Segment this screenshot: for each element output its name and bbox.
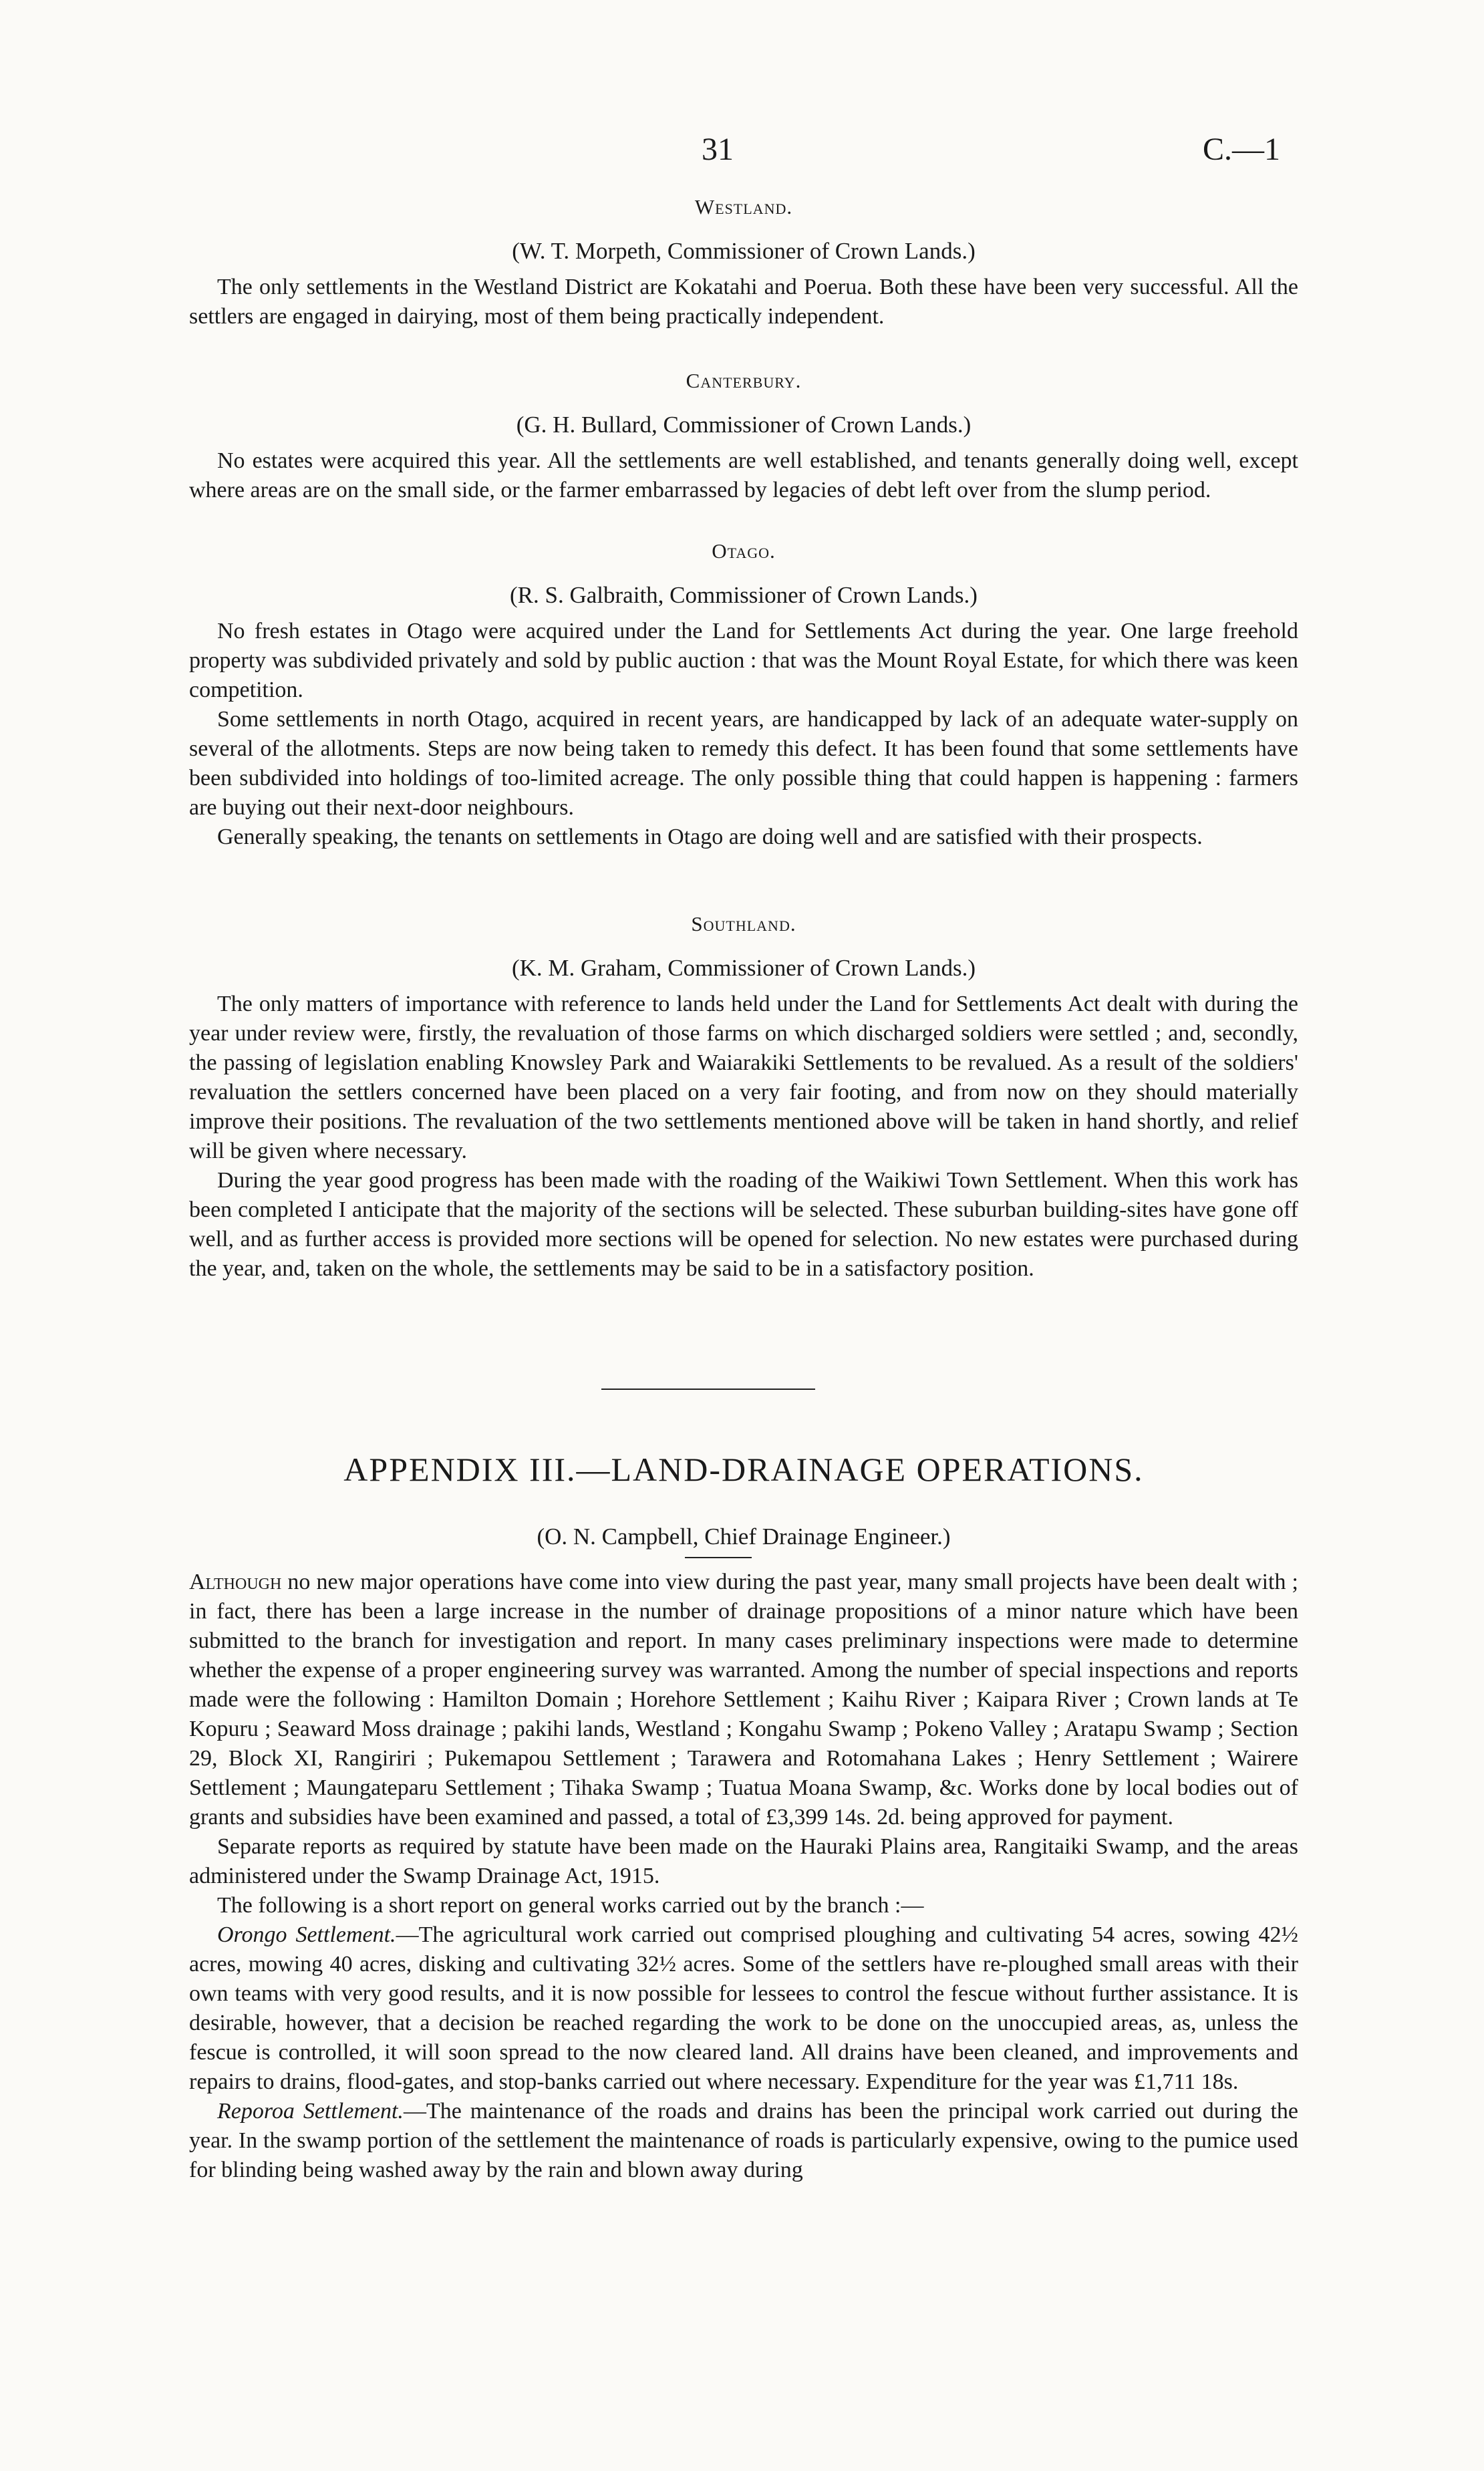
section-heading: Canterbury.	[686, 369, 802, 392]
lead-word: Although	[189, 1570, 282, 1594]
paragraph-text: no new major operations have come into view during the past year, many small projects have been dealt with ; in fact, there has been a large increase in the number of drainage propositions of a minor nature which have been submitted to the branch for investigation and report. In many cases preliminary inspections were made to determine whether the expense of a proper engineering survey was warranted. Among the number of special inspections and reports made were the following : Hamilton Domain ; Horehore Settlement ; Kaihu River ; Kaipara River ; Crown lands at Te Kopuru ; Seaward Moss drainage ; pakihi lands, Westland ; Kongahu Swamp ; Pokeno Valley ; Aratapu Swamp ; Section 29, Block XI, Rangiriri ; Pukemapou Settlement ; Tarawera and Rotomahana Lakes ; Henry Settlement ; Wairere Settlement ; Maungateparu Settlement ; Tihaka Swamp ; Tuatua Moana Swamp, &c. Works done by local bodies out of grants and subsidies have been examined and passed, a total of £3,399 14s. 2d. being approved for payment.	[189, 1570, 1298, 1830]
paragraph-text: —The maintenance of the roads and drains has been the principal work carried out during the year. In the swamp portion of the settlement the maintenance of roads is particularly expensive, owing to the pumice used for blinding being washed away by the rain and blown away during	[189, 2099, 1298, 2182]
appendix-body	[189, 1568, 1298, 2185]
short-divider-rule	[685, 1557, 752, 1558]
paragraph: No estates were acquired this year. All the settlements are well established, and tenants generally doing well, except where areas are on the small side, or the farmer embarrassed by legacies of debt left over from the slump period.	[189, 448, 1298, 502]
paragraph-text: —The agricultural work carried out comprised ploughing and cultivating 54 acres, sowing 42½ acres, mowing 40 acres, disking and cultivating 32½ acres. Some of the settlers have re-ploughed small areas with their own teams with very good results, and it is now possible for lessees to control the fescue without further assistance. It is desirable, however, that a decision be reached regarding the work to be done on the unoccupied areas, as, unless the fescue is controlled, it will soon spread to the now cleared land. All drains have been cleaned, and improvements and repairs to drains, flood-gates, and stop-banks carried out where necessary. Expenditure for the year was £1,711 18s.	[189, 1922, 1298, 2094]
section-appendix	[189, 1450, 1298, 1550]
section-heading: Otago.	[712, 539, 776, 563]
subheading-inline: Orongo Settlement.	[217, 1922, 396, 1947]
appendix-title: APPENDIX III.—LAND-DRAINAGE OPERATIONS.	[343, 1451, 1144, 1488]
paragraph: The only settlements in the Westland District are Kokatahi and Poerua. Both these have been very successful. All the settlers are engaged in dairying, most of them being practically independent.	[189, 275, 1298, 329]
paragraph: The following is a short report on general works carried out by the branch :—	[217, 1893, 924, 1918]
section-byline: (R. S. Galbraith, Commissioner of Crown Lands.)	[510, 582, 978, 608]
section-heading: Westland.	[694, 195, 793, 219]
section-byline: (W. T. Morpeth, Commissioner of Crown Lands.)	[512, 238, 976, 264]
paragraph: Some settlements in north Otago, acquired in recent years, are handicapped by lack of an adequate water-supply on several of the allotments. Steps are now being taken to remedy this defect. It has been found that some settlements have been subdivided into holdings of too-limited acreage. The only possible thing that could happen is happening : farmers are buying out their next-door neighbours.	[189, 707, 1298, 820]
paragraph: Separate reports as required by statute have been made on the Hauraki Plains area, Rangitaiki Swamp, and the areas administered under the Swamp Drainage Act, 1915.	[189, 1834, 1298, 1888]
page-number: 31	[702, 132, 734, 167]
subheading-inline: Reporoa Settlement.	[217, 2099, 404, 2124]
paragraph: Generally speaking, the tenants on settlements in Otago are doing well and are satisfied with their prospects.	[217, 825, 1203, 849]
paragraph	[189, 1920, 1298, 2097]
section-westland	[189, 195, 1298, 331]
section-byline: (K. M. Graham, Commissioner of Crown Lands.)	[511, 955, 976, 981]
paragraph	[189, 2097, 1298, 2185]
paragraph: The only matters of importance with reference to lands held under the Land for Settlements Act dealt with during the year under review were, firstly, the revaluation of those farms on which discharged soldiers were settled ; and, secondly, the passing of legislation enabling Knowsley Park and Waiarakiki Settlements to be revalued. As a result of the soldiers' revaluation the settlers concerned have been placed on a very fair footing, and from now on they should materially improve their positions. The revaluation of the two settlements mentioned above will be taken in hand shortly, and relief will be given where necessary.	[189, 992, 1298, 1163]
divider-rule	[601, 1389, 815, 1390]
section-heading: Southland.	[691, 912, 796, 935]
paragraph	[189, 1568, 1298, 1832]
section-byline: (G. H. Bullard, Commissioner of Crown Lands.)	[516, 412, 972, 438]
paragraph: During the year good progress has been made with the roading of the Waikiwi Town Settlement. When this work has been completed I anticipate that the majority of the sections will be selected. These suburban building-sites have gone off well, and as further access is provided more sections will be opened for selection. No new estates were purchased during the year, and, taken on the whole, the settlements may be said to be in a satisfactory position.	[189, 1168, 1298, 1281]
section-byline: (O. N. Campbell, Chief Drainage Engineer.)	[537, 1523, 951, 1550]
section-otago	[189, 539, 1298, 852]
section-canterbury	[189, 369, 1298, 505]
paragraph: No fresh estates in Otago were acquired under the Land for Settlements Act during the year. One large freehold property was subdivided privately and sold by public auction : that was the Mount Royal Estate, for which there was keen competition.	[189, 619, 1298, 702]
document-code: C.—1	[1203, 132, 1281, 167]
section-southland	[189, 912, 1298, 1284]
